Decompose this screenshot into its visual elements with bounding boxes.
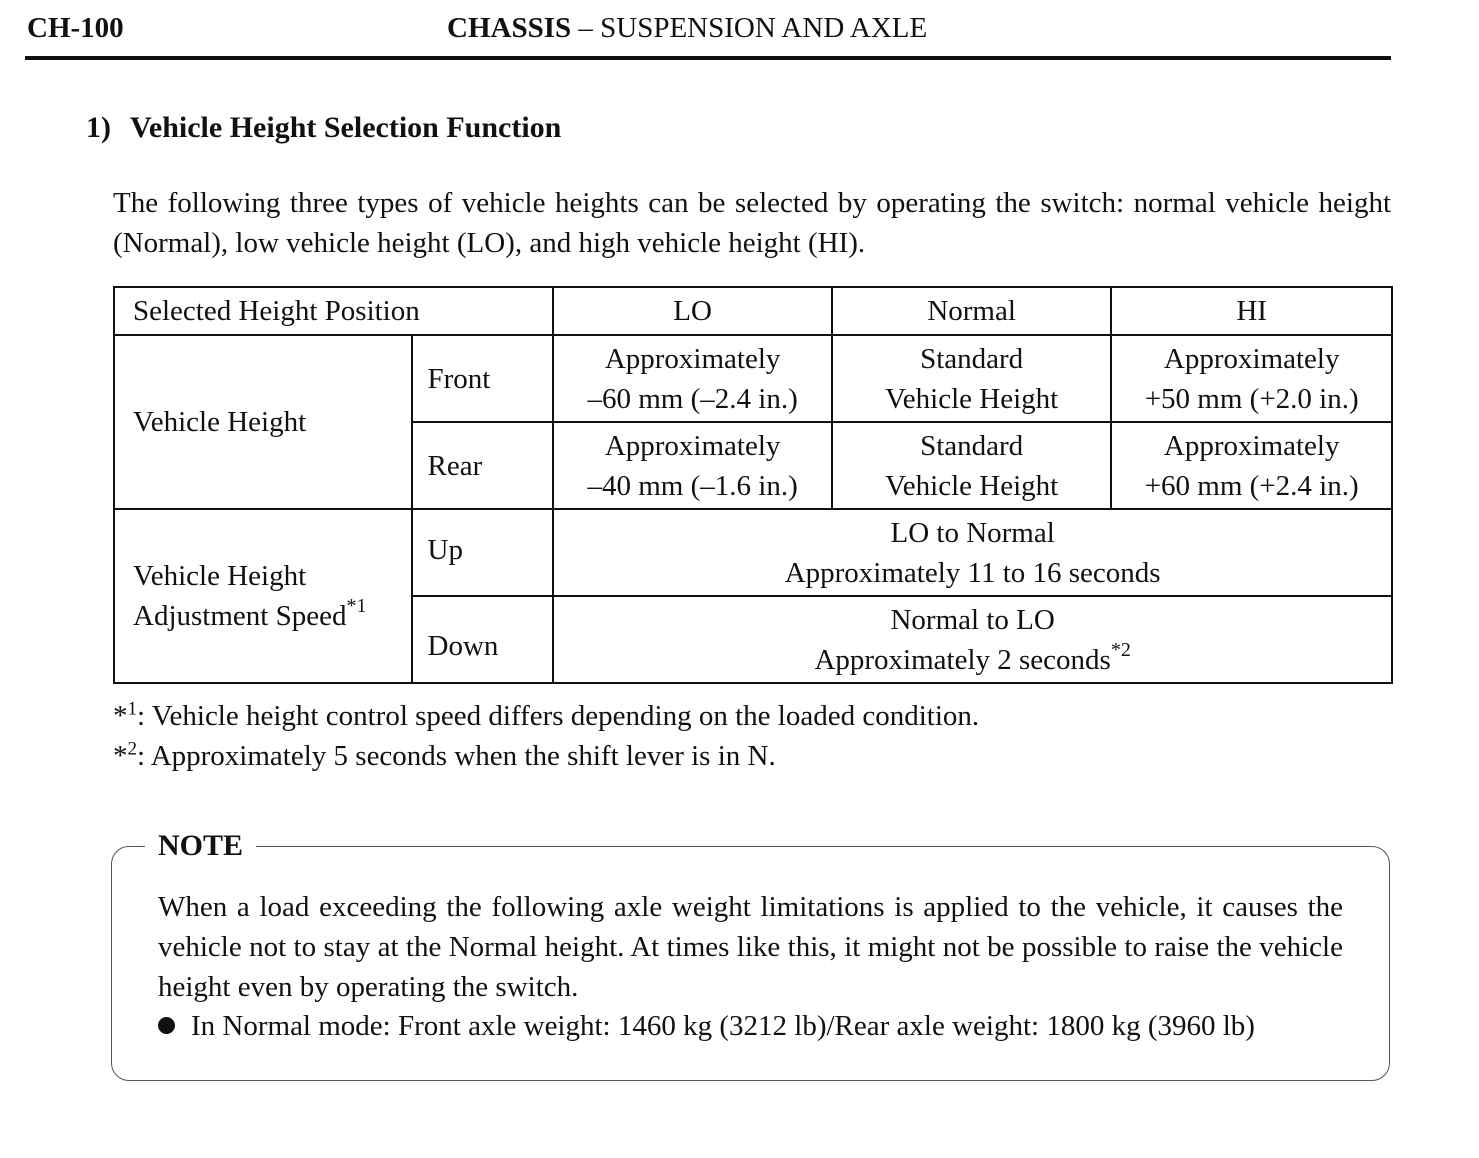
chapter-title: CHASSIS xyxy=(447,12,572,44)
adjustment-speed-line1: Vehicle Height xyxy=(133,560,307,592)
up-label: Up xyxy=(412,509,554,596)
front-label: Front xyxy=(412,335,554,422)
adjustment-speed-label xyxy=(114,509,412,683)
up-speed-cell xyxy=(553,509,1392,596)
front-normal-line2: Vehicle Height xyxy=(885,382,1059,415)
bullet-icon xyxy=(158,1017,175,1034)
rear-hi-line2: +60 mm (+2.4 in.) xyxy=(1144,469,1359,502)
footnote-1-num: 1 xyxy=(127,698,137,720)
intro-paragraph: The following three types of vehicle heights can be selected by operating the switch: normal vehicle height (Normal), low vehicle height (LO), and high vehicle height (HI). xyxy=(113,187,1391,259)
down-line1: Normal to LO xyxy=(890,603,1055,636)
section-title xyxy=(86,108,561,148)
footnote-mark-2: *2 xyxy=(1110,638,1131,661)
header-normal: Normal xyxy=(832,287,1111,335)
page-code: CH-100 xyxy=(27,12,124,44)
footnote-2-star: * xyxy=(113,740,128,772)
footnote-1 xyxy=(113,696,979,736)
front-normal-cell xyxy=(832,335,1111,422)
footnote-2-num: 2 xyxy=(127,738,137,760)
heading-dash: – xyxy=(571,12,601,44)
rear-normal-cell xyxy=(832,422,1111,509)
rear-hi-cell xyxy=(1111,422,1392,509)
header-rule xyxy=(25,56,1391,60)
note-bullet xyxy=(158,1006,1255,1046)
note-label: NOTE xyxy=(145,826,256,866)
table-row-front xyxy=(114,335,1392,422)
page-heading xyxy=(447,10,927,46)
section-subtitle: SUSPENSION AND AXLE xyxy=(600,12,928,44)
down-line2-wrap xyxy=(554,640,1391,680)
table-row-up xyxy=(114,509,1392,596)
adjustment-speed-line2: Adjustment Speed xyxy=(133,600,347,632)
up-line2: Approximately 11 to 16 seconds xyxy=(784,556,1161,589)
down-label: Down xyxy=(412,596,554,683)
height-spec-table xyxy=(113,286,1393,684)
footnotes xyxy=(113,696,979,776)
section-title-text: Vehicle Height Selection Function xyxy=(130,111,562,144)
footnote-1-text: : Vehicle height control speed differs depending on the loaded condition. xyxy=(137,700,980,732)
front-lo-cell xyxy=(553,335,832,422)
footnote-1-star: * xyxy=(113,700,128,732)
section-number: 1) xyxy=(86,111,111,144)
vehicle-height-label: Vehicle Height xyxy=(114,335,412,509)
front-lo-line1: Approximately xyxy=(604,342,781,375)
down-line2: Approximately 2 seconds xyxy=(814,643,1111,676)
rear-normal-line1: Standard xyxy=(920,429,1024,462)
adjustment-speed-line2-wrap xyxy=(133,596,411,636)
rear-lo-cell xyxy=(553,422,832,509)
footnote-2-text: : Approximately 5 seconds when the shift lever is in N. xyxy=(137,740,776,772)
header-lo: LO xyxy=(553,287,832,335)
note-bullet-text: In Normal mode: Front axle weight: 1460 kg (3212 lb)/Rear axle weight: 1800 kg (3960 lb) xyxy=(191,1010,1255,1042)
header-position-label: Selected Height Position xyxy=(114,287,553,335)
rear-lo-line1: Approximately xyxy=(604,429,781,462)
note-body: When a load exceeding the following axle weight limitations is applied to the vehicle, it causes the vehicle not to stay at the Normal height. At times like this, it might not be possible to raise the vehicle height even by operating the switch. xyxy=(158,891,1343,1003)
front-lo-line2: –60 mm (–2.4 in.) xyxy=(587,382,798,415)
header-hi: HI xyxy=(1111,287,1392,335)
table-header-row xyxy=(114,287,1392,335)
down-speed-cell xyxy=(553,596,1392,683)
rear-label: Rear xyxy=(412,422,554,509)
rear-hi-line1: Approximately xyxy=(1163,429,1340,462)
up-line1: LO to Normal xyxy=(890,516,1055,549)
front-normal-line1: Standard xyxy=(920,342,1024,375)
footnote-mark-1: *1 xyxy=(346,595,367,618)
footnote-2 xyxy=(113,736,979,776)
front-hi-cell xyxy=(1111,335,1392,422)
rear-normal-line2: Vehicle Height xyxy=(885,469,1059,502)
front-hi-line2: +50 mm (+2.0 in.) xyxy=(1144,382,1359,415)
rear-lo-line2: –40 mm (–1.6 in.) xyxy=(587,469,798,502)
front-hi-line1: Approximately xyxy=(1163,342,1340,375)
